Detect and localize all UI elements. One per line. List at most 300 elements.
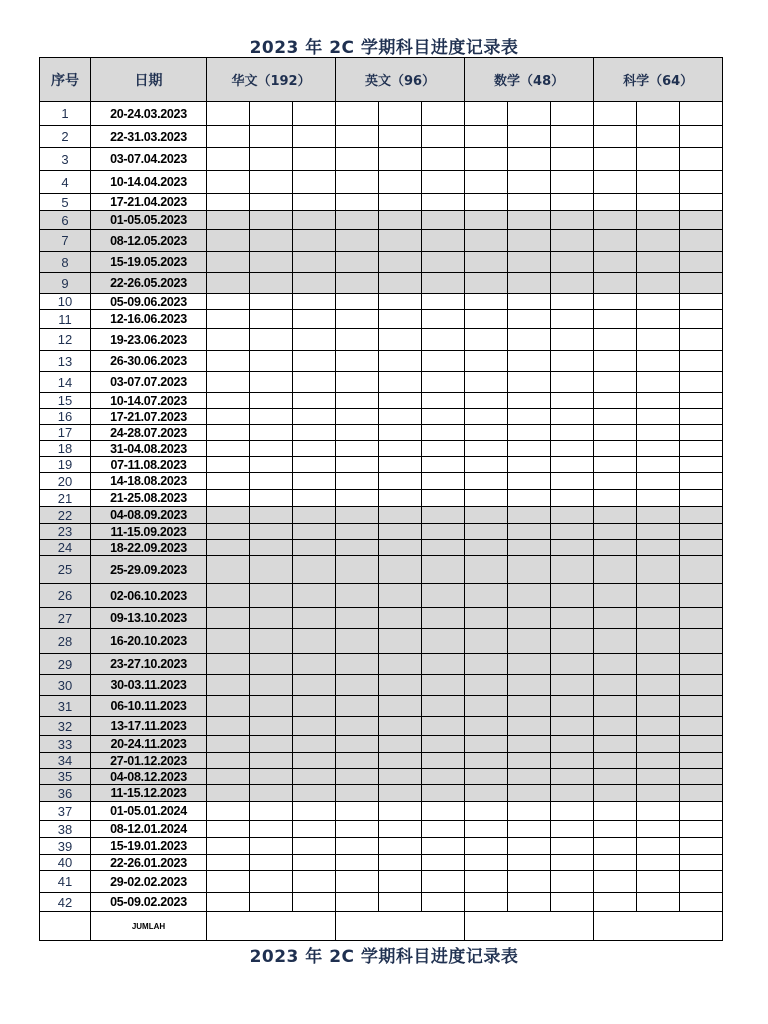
entry-cell-science[interactable] <box>594 838 637 855</box>
entry-cell-chinese[interactable] <box>207 252 250 273</box>
entry-cell-english[interactable] <box>422 524 465 540</box>
entry-cell-math[interactable] <box>465 171 508 194</box>
total-cell-science[interactable] <box>594 912 723 941</box>
entry-cell-english[interactable] <box>379 629 422 654</box>
entry-cell-english[interactable] <box>422 540 465 556</box>
entry-cell-science[interactable] <box>594 310 637 329</box>
entry-cell-english[interactable] <box>379 736 422 753</box>
entry-cell-chinese[interactable] <box>207 893 250 912</box>
entry-cell-chinese[interactable] <box>250 102 293 126</box>
entry-cell-science[interactable] <box>637 753 680 769</box>
entry-cell-science[interactable] <box>680 838 723 855</box>
entry-cell-english[interactable] <box>422 769 465 785</box>
entry-cell-math[interactable] <box>551 696 594 717</box>
entry-cell-english[interactable] <box>422 696 465 717</box>
entry-cell-chinese[interactable] <box>250 294 293 310</box>
entry-cell-english[interactable] <box>379 608 422 629</box>
entry-cell-english[interactable] <box>336 871 379 893</box>
entry-cell-english[interactable] <box>336 821 379 838</box>
entry-cell-english[interactable] <box>422 717 465 736</box>
entry-cell-math[interactable] <box>551 753 594 769</box>
entry-cell-chinese[interactable] <box>293 126 336 148</box>
entry-cell-math[interactable] <box>508 717 551 736</box>
entry-cell-science[interactable] <box>680 507 723 524</box>
entry-cell-chinese[interactable] <box>207 717 250 736</box>
entry-cell-english[interactable] <box>336 351 379 372</box>
entry-cell-math[interactable] <box>551 273 594 294</box>
entry-cell-science[interactable] <box>637 351 680 372</box>
entry-cell-math[interactable] <box>508 696 551 717</box>
entry-cell-chinese[interactable] <box>250 736 293 753</box>
entry-cell-english[interactable] <box>336 294 379 310</box>
entry-cell-math[interactable] <box>465 893 508 912</box>
entry-cell-chinese[interactable] <box>250 584 293 608</box>
entry-cell-math[interactable] <box>465 769 508 785</box>
entry-cell-chinese[interactable] <box>250 194 293 211</box>
entry-cell-english[interactable] <box>422 473 465 490</box>
entry-cell-science[interactable] <box>637 540 680 556</box>
entry-cell-science[interactable] <box>680 753 723 769</box>
entry-cell-chinese[interactable] <box>207 675 250 696</box>
entry-cell-english[interactable] <box>336 540 379 556</box>
entry-cell-chinese[interactable] <box>250 473 293 490</box>
entry-cell-english[interactable] <box>336 785 379 802</box>
entry-cell-chinese[interactable] <box>250 717 293 736</box>
entry-cell-math[interactable] <box>551 252 594 273</box>
total-cell-math[interactable] <box>465 912 594 941</box>
entry-cell-english[interactable] <box>379 393 422 409</box>
entry-cell-science[interactable] <box>594 425 637 441</box>
entry-cell-science[interactable] <box>637 654 680 675</box>
entry-cell-science[interactable] <box>637 736 680 753</box>
entry-cell-english[interactable] <box>379 675 422 696</box>
entry-cell-chinese[interactable] <box>207 584 250 608</box>
entry-cell-chinese[interactable] <box>207 556 250 584</box>
entry-cell-english[interactable] <box>336 102 379 126</box>
entry-cell-math[interactable] <box>551 524 594 540</box>
entry-cell-math[interactable] <box>551 194 594 211</box>
entry-cell-science[interactable] <box>594 556 637 584</box>
entry-cell-chinese[interactable] <box>207 629 250 654</box>
entry-cell-chinese[interactable] <box>207 393 250 409</box>
entry-cell-science[interactable] <box>637 310 680 329</box>
entry-cell-science[interactable] <box>594 629 637 654</box>
entry-cell-english[interactable] <box>379 540 422 556</box>
entry-cell-chinese[interactable] <box>293 584 336 608</box>
entry-cell-chinese[interactable] <box>207 102 250 126</box>
entry-cell-science[interactable] <box>680 855 723 871</box>
entry-cell-english[interactable] <box>336 490 379 507</box>
entry-cell-science[interactable] <box>594 540 637 556</box>
entry-cell-math[interactable] <box>508 393 551 409</box>
entry-cell-chinese[interactable] <box>250 441 293 457</box>
entry-cell-english[interactable] <box>379 696 422 717</box>
entry-cell-chinese[interactable] <box>293 821 336 838</box>
entry-cell-english[interactable] <box>336 802 379 821</box>
entry-cell-math[interactable] <box>465 441 508 457</box>
entry-cell-math[interactable] <box>465 310 508 329</box>
entry-cell-chinese[interactable] <box>207 372 250 393</box>
entry-cell-english[interactable] <box>379 273 422 294</box>
entry-cell-math[interactable] <box>551 785 594 802</box>
entry-cell-science[interactable] <box>637 696 680 717</box>
entry-cell-chinese[interactable] <box>293 753 336 769</box>
entry-cell-english[interactable] <box>336 194 379 211</box>
entry-cell-science[interactable] <box>594 473 637 490</box>
entry-cell-english[interactable] <box>336 524 379 540</box>
entry-cell-chinese[interactable] <box>207 838 250 855</box>
entry-cell-math[interactable] <box>551 473 594 490</box>
entry-cell-english[interactable] <box>379 230 422 252</box>
entry-cell-math[interactable] <box>465 785 508 802</box>
entry-cell-english[interactable] <box>422 252 465 273</box>
entry-cell-chinese[interactable] <box>250 675 293 696</box>
entry-cell-math[interactable] <box>551 441 594 457</box>
entry-cell-math[interactable] <box>551 102 594 126</box>
entry-cell-chinese[interactable] <box>207 608 250 629</box>
entry-cell-math[interactable] <box>551 310 594 329</box>
entry-cell-math[interactable] <box>508 584 551 608</box>
entry-cell-math[interactable] <box>465 507 508 524</box>
entry-cell-math[interactable] <box>508 490 551 507</box>
entry-cell-math[interactable] <box>465 736 508 753</box>
entry-cell-chinese[interactable] <box>293 736 336 753</box>
entry-cell-english[interactable] <box>379 654 422 675</box>
entry-cell-science[interactable] <box>680 148 723 171</box>
entry-cell-math[interactable] <box>551 838 594 855</box>
entry-cell-math[interactable] <box>508 556 551 584</box>
entry-cell-math[interactable] <box>508 473 551 490</box>
entry-cell-science[interactable] <box>680 629 723 654</box>
entry-cell-math[interactable] <box>508 148 551 171</box>
entry-cell-chinese[interactable] <box>207 802 250 821</box>
entry-cell-math[interactable] <box>551 425 594 441</box>
entry-cell-science[interactable] <box>637 252 680 273</box>
entry-cell-chinese[interactable] <box>207 409 250 425</box>
entry-cell-english[interactable] <box>422 393 465 409</box>
entry-cell-science[interactable] <box>680 372 723 393</box>
entry-cell-math[interactable] <box>465 717 508 736</box>
entry-cell-chinese[interactable] <box>250 821 293 838</box>
entry-cell-math[interactable] <box>465 838 508 855</box>
entry-cell-science[interactable] <box>680 126 723 148</box>
entry-cell-english[interactable] <box>336 409 379 425</box>
entry-cell-english[interactable] <box>379 507 422 524</box>
entry-cell-math[interactable] <box>508 629 551 654</box>
entry-cell-science[interactable] <box>594 457 637 473</box>
entry-cell-science[interactable] <box>637 425 680 441</box>
entry-cell-chinese[interactable] <box>250 457 293 473</box>
entry-cell-science[interactable] <box>637 457 680 473</box>
entry-cell-english[interactable] <box>422 148 465 171</box>
entry-cell-english[interactable] <box>379 893 422 912</box>
entry-cell-math[interactable] <box>551 871 594 893</box>
entry-cell-chinese[interactable] <box>293 252 336 273</box>
entry-cell-math[interactable] <box>508 126 551 148</box>
entry-cell-math[interactable] <box>551 126 594 148</box>
entry-cell-chinese[interactable] <box>207 148 250 171</box>
entry-cell-science[interactable] <box>637 855 680 871</box>
entry-cell-math[interactable] <box>465 294 508 310</box>
entry-cell-math[interactable] <box>465 654 508 675</box>
entry-cell-science[interactable] <box>637 785 680 802</box>
entry-cell-science[interactable] <box>637 372 680 393</box>
entry-cell-chinese[interactable] <box>293 629 336 654</box>
entry-cell-english[interactable] <box>336 855 379 871</box>
entry-cell-chinese[interactable] <box>207 230 250 252</box>
entry-cell-math[interactable] <box>465 148 508 171</box>
entry-cell-chinese[interactable] <box>293 194 336 211</box>
entry-cell-chinese[interactable] <box>250 148 293 171</box>
entry-cell-science[interactable] <box>637 584 680 608</box>
entry-cell-science[interactable] <box>637 556 680 584</box>
entry-cell-chinese[interactable] <box>207 540 250 556</box>
entry-cell-english[interactable] <box>336 273 379 294</box>
entry-cell-science[interactable] <box>680 102 723 126</box>
entry-cell-math[interactable] <box>465 409 508 425</box>
entry-cell-science[interactable] <box>680 490 723 507</box>
entry-cell-science[interactable] <box>637 608 680 629</box>
entry-cell-english[interactable] <box>336 556 379 584</box>
entry-cell-chinese[interactable] <box>207 736 250 753</box>
entry-cell-english[interactable] <box>422 821 465 838</box>
entry-cell-english[interactable] <box>422 126 465 148</box>
entry-cell-science[interactable] <box>637 524 680 540</box>
entry-cell-math[interactable] <box>551 230 594 252</box>
entry-cell-english[interactable] <box>379 126 422 148</box>
entry-cell-english[interactable] <box>379 294 422 310</box>
entry-cell-chinese[interactable] <box>207 490 250 507</box>
entry-cell-science[interactable] <box>637 194 680 211</box>
entry-cell-math[interactable] <box>551 457 594 473</box>
entry-cell-chinese[interactable] <box>293 102 336 126</box>
entry-cell-english[interactable] <box>379 329 422 351</box>
entry-cell-chinese[interactable] <box>250 629 293 654</box>
entry-cell-english[interactable] <box>379 148 422 171</box>
entry-cell-science[interactable] <box>637 102 680 126</box>
entry-cell-english[interactable] <box>379 490 422 507</box>
entry-cell-science[interactable] <box>637 294 680 310</box>
entry-cell-english[interactable] <box>422 457 465 473</box>
entry-cell-english[interactable] <box>379 717 422 736</box>
entry-cell-science[interactable] <box>637 802 680 821</box>
entry-cell-science[interactable] <box>594 507 637 524</box>
entry-cell-science[interactable] <box>637 211 680 230</box>
entry-cell-science[interactable] <box>594 654 637 675</box>
entry-cell-english[interactable] <box>422 675 465 696</box>
entry-cell-chinese[interactable] <box>207 769 250 785</box>
entry-cell-chinese[interactable] <box>293 696 336 717</box>
entry-cell-math[interactable] <box>465 425 508 441</box>
entry-cell-english[interactable] <box>422 441 465 457</box>
entry-cell-science[interactable] <box>594 211 637 230</box>
entry-cell-chinese[interactable] <box>207 441 250 457</box>
entry-cell-science[interactable] <box>680 457 723 473</box>
entry-cell-chinese[interactable] <box>293 273 336 294</box>
entry-cell-chinese[interactable] <box>207 211 250 230</box>
entry-cell-chinese[interactable] <box>250 211 293 230</box>
entry-cell-english[interactable] <box>336 230 379 252</box>
entry-cell-english[interactable] <box>379 785 422 802</box>
entry-cell-math[interactable] <box>508 608 551 629</box>
entry-cell-math[interactable] <box>508 871 551 893</box>
entry-cell-chinese[interactable] <box>207 294 250 310</box>
entry-cell-chinese[interactable] <box>293 230 336 252</box>
entry-cell-science[interactable] <box>680 524 723 540</box>
entry-cell-english[interactable] <box>422 171 465 194</box>
entry-cell-english[interactable] <box>336 769 379 785</box>
entry-cell-math[interactable] <box>551 802 594 821</box>
entry-cell-chinese[interactable] <box>250 126 293 148</box>
entry-cell-chinese[interactable] <box>250 524 293 540</box>
entry-cell-english[interactable] <box>379 802 422 821</box>
entry-cell-science[interactable] <box>680 736 723 753</box>
entry-cell-chinese[interactable] <box>250 893 293 912</box>
entry-cell-science[interactable] <box>680 785 723 802</box>
entry-cell-chinese[interactable] <box>207 753 250 769</box>
entry-cell-english[interactable] <box>336 148 379 171</box>
entry-cell-math[interactable] <box>551 654 594 675</box>
entry-cell-science[interactable] <box>637 821 680 838</box>
entry-cell-english[interactable] <box>336 393 379 409</box>
entry-cell-math[interactable] <box>551 507 594 524</box>
entry-cell-science[interactable] <box>680 211 723 230</box>
entry-cell-english[interactable] <box>336 736 379 753</box>
entry-cell-english[interactable] <box>422 802 465 821</box>
entry-cell-science[interactable] <box>637 893 680 912</box>
entry-cell-english[interactable] <box>379 171 422 194</box>
entry-cell-chinese[interactable] <box>250 785 293 802</box>
entry-cell-science[interactable] <box>594 893 637 912</box>
entry-cell-math[interactable] <box>551 171 594 194</box>
entry-cell-science[interactable] <box>594 696 637 717</box>
entry-cell-chinese[interactable] <box>207 194 250 211</box>
entry-cell-science[interactable] <box>680 310 723 329</box>
entry-cell-science[interactable] <box>680 769 723 785</box>
entry-cell-science[interactable] <box>637 126 680 148</box>
entry-cell-science[interactable] <box>637 148 680 171</box>
entry-cell-math[interactable] <box>465 372 508 393</box>
entry-cell-chinese[interactable] <box>293 148 336 171</box>
entry-cell-chinese[interactable] <box>207 855 250 871</box>
entry-cell-english[interactable] <box>422 556 465 584</box>
entry-cell-chinese[interactable] <box>207 871 250 893</box>
entry-cell-english[interactable] <box>422 871 465 893</box>
entry-cell-chinese[interactable] <box>250 230 293 252</box>
entry-cell-chinese[interactable] <box>250 753 293 769</box>
entry-cell-math[interactable] <box>465 457 508 473</box>
entry-cell-chinese[interactable] <box>293 785 336 802</box>
entry-cell-chinese[interactable] <box>207 329 250 351</box>
entry-cell-math[interactable] <box>508 194 551 211</box>
entry-cell-english[interactable] <box>336 372 379 393</box>
entry-cell-science[interactable] <box>594 785 637 802</box>
entry-cell-science[interactable] <box>680 608 723 629</box>
entry-cell-science[interactable] <box>680 171 723 194</box>
entry-cell-math[interactable] <box>508 654 551 675</box>
entry-cell-science[interactable] <box>680 441 723 457</box>
entry-cell-chinese[interactable] <box>250 838 293 855</box>
entry-cell-english[interactable] <box>379 871 422 893</box>
entry-cell-chinese[interactable] <box>293 351 336 372</box>
entry-cell-english[interactable] <box>422 838 465 855</box>
entry-cell-science[interactable] <box>637 769 680 785</box>
entry-cell-chinese[interactable] <box>250 490 293 507</box>
entry-cell-english[interactable] <box>379 524 422 540</box>
entry-cell-science[interactable] <box>680 252 723 273</box>
entry-cell-chinese[interactable] <box>250 802 293 821</box>
entry-cell-chinese[interactable] <box>250 871 293 893</box>
entry-cell-english[interactable] <box>379 769 422 785</box>
entry-cell-science[interactable] <box>594 393 637 409</box>
entry-cell-english[interactable] <box>422 102 465 126</box>
entry-cell-chinese[interactable] <box>293 393 336 409</box>
entry-cell-chinese[interactable] <box>293 675 336 696</box>
entry-cell-math[interactable] <box>465 211 508 230</box>
entry-cell-english[interactable] <box>336 310 379 329</box>
entry-cell-math[interactable] <box>551 556 594 584</box>
entry-cell-science[interactable] <box>680 893 723 912</box>
entry-cell-science[interactable] <box>680 329 723 351</box>
entry-cell-science[interactable] <box>594 252 637 273</box>
entry-cell-chinese[interactable] <box>293 893 336 912</box>
entry-cell-english[interactable] <box>336 457 379 473</box>
entry-cell-math[interactable] <box>465 230 508 252</box>
entry-cell-science[interactable] <box>594 871 637 893</box>
entry-cell-chinese[interactable] <box>207 821 250 838</box>
entry-cell-science[interactable] <box>680 584 723 608</box>
entry-cell-english[interactable] <box>422 310 465 329</box>
entry-cell-science[interactable] <box>637 230 680 252</box>
entry-cell-math[interactable] <box>551 608 594 629</box>
entry-cell-math[interactable] <box>508 252 551 273</box>
entry-cell-science[interactable] <box>637 171 680 194</box>
entry-cell-chinese[interactable] <box>250 855 293 871</box>
total-cell-english[interactable] <box>336 912 465 941</box>
entry-cell-english[interactable] <box>336 425 379 441</box>
entry-cell-math[interactable] <box>508 524 551 540</box>
entry-cell-chinese[interactable] <box>250 409 293 425</box>
entry-cell-english[interactable] <box>379 310 422 329</box>
entry-cell-science[interactable] <box>594 753 637 769</box>
entry-cell-chinese[interactable] <box>293 802 336 821</box>
entry-cell-math[interactable] <box>508 802 551 821</box>
entry-cell-chinese[interactable] <box>207 524 250 540</box>
entry-cell-english[interactable] <box>336 584 379 608</box>
entry-cell-chinese[interactable] <box>293 171 336 194</box>
entry-cell-english[interactable] <box>336 507 379 524</box>
entry-cell-science[interactable] <box>680 230 723 252</box>
entry-cell-science[interactable] <box>637 629 680 654</box>
entry-cell-english[interactable] <box>379 211 422 230</box>
entry-cell-english[interactable] <box>422 372 465 393</box>
entry-cell-english[interactable] <box>336 329 379 351</box>
entry-cell-science[interactable] <box>680 194 723 211</box>
entry-cell-science[interactable] <box>680 393 723 409</box>
entry-cell-chinese[interactable] <box>250 654 293 675</box>
entry-cell-science[interactable] <box>594 524 637 540</box>
entry-cell-math[interactable] <box>465 393 508 409</box>
entry-cell-math[interactable] <box>465 252 508 273</box>
entry-cell-english[interactable] <box>336 654 379 675</box>
entry-cell-english[interactable] <box>422 230 465 252</box>
entry-cell-science[interactable] <box>680 654 723 675</box>
entry-cell-science[interactable] <box>594 273 637 294</box>
entry-cell-science[interactable] <box>680 409 723 425</box>
entry-cell-english[interactable] <box>336 126 379 148</box>
entry-cell-chinese[interactable] <box>250 769 293 785</box>
entry-cell-math[interactable] <box>508 294 551 310</box>
